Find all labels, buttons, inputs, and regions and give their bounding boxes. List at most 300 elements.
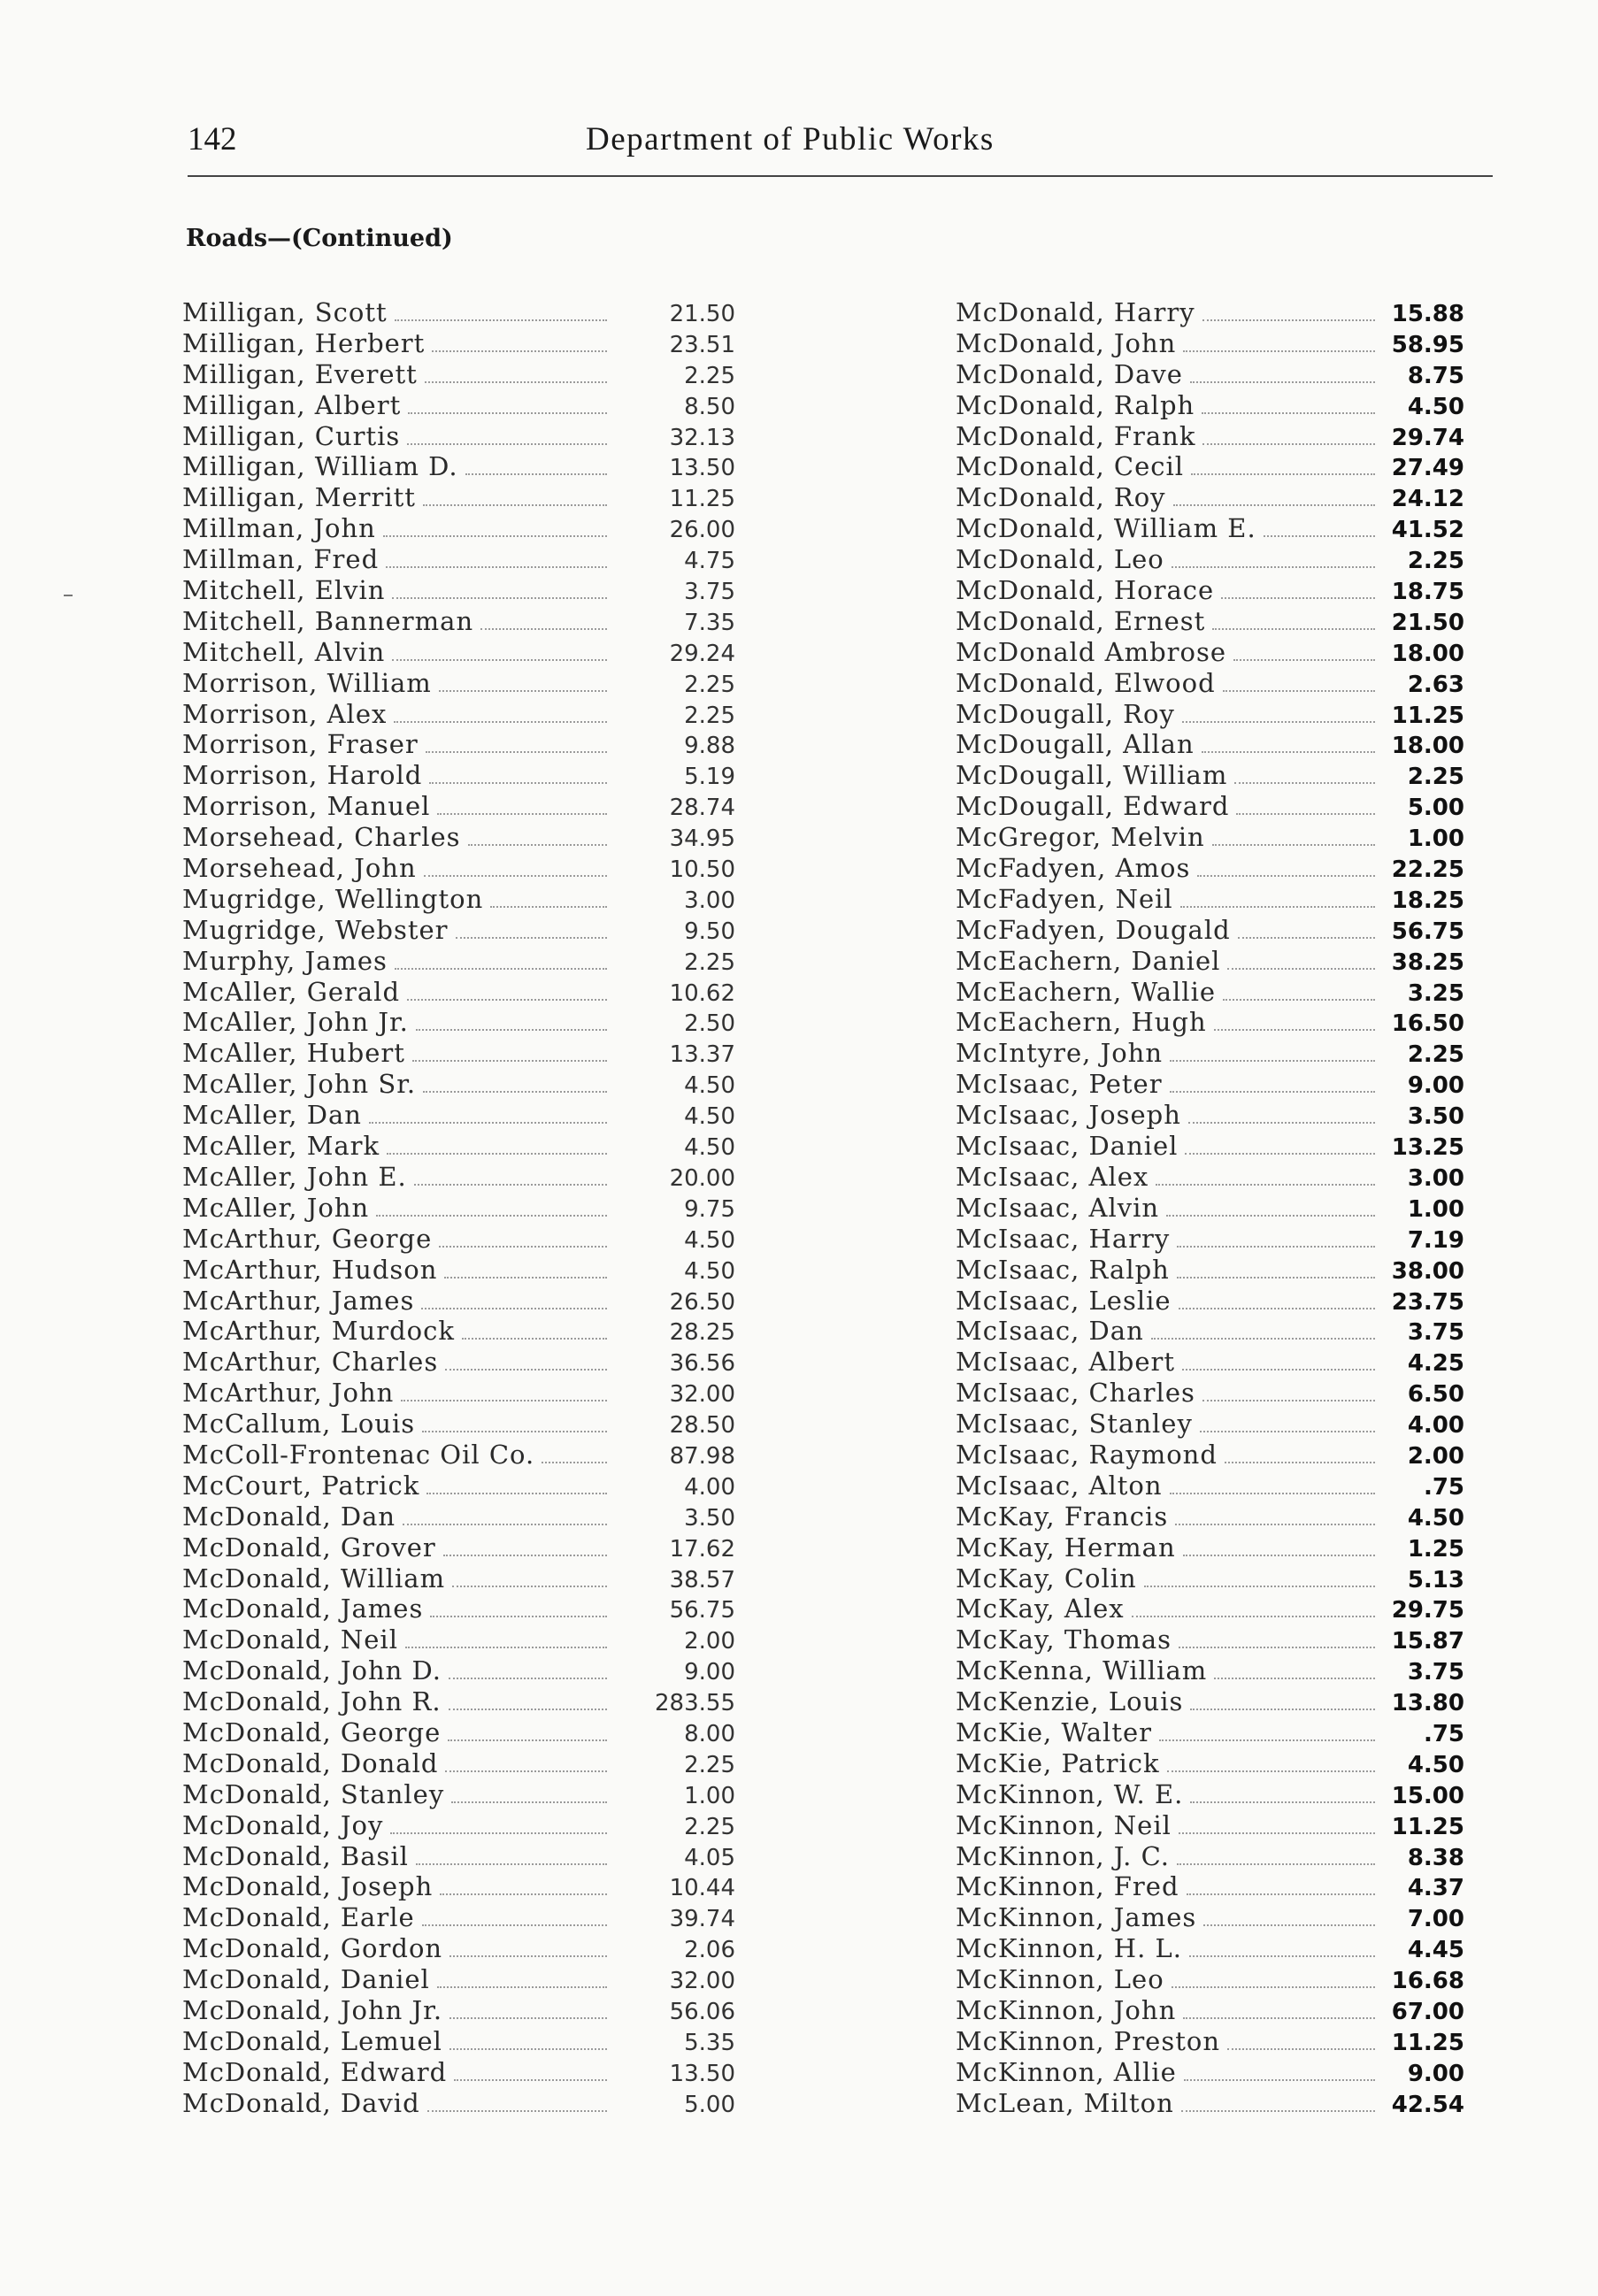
- entry-name-cell: [956, 297, 1379, 328]
- entry-name: McAller, Gerald: [182, 976, 401, 1007]
- list-item: [956, 853, 1464, 884]
- entry-amount: 13.80: [1391, 1690, 1464, 1717]
- list-item: [182, 2057, 735, 2088]
- list-item: [182, 915, 735, 946]
- entry-name: McKay, Alex: [956, 1593, 1125, 1624]
- list-item: [956, 699, 1464, 730]
- entry-name: McDonald, Ernest: [956, 605, 1206, 636]
- entry-name-cell: [956, 637, 1379, 668]
- entry-amount: 18.75: [1391, 579, 1464, 606]
- entry-name: Morrison, Manuel: [182, 791, 431, 822]
- entry-name: McIsaac, Charles: [956, 1378, 1195, 1409]
- entry-name-cell: [956, 1409, 1379, 1440]
- entry-name-cell: [956, 575, 1379, 606]
- entry-amount: 4.50: [684, 1072, 735, 1100]
- entry-name-cell: [956, 606, 1379, 637]
- entry-amount: 29.74: [1391, 424, 1464, 451]
- entry-name: Morrison, Harold: [182, 760, 423, 791]
- entry-name: McCallum, Louis: [182, 1409, 416, 1440]
- list-item: [956, 1593, 1464, 1624]
- dot-leader: [1190, 1708, 1375, 1710]
- list-item: [182, 1471, 735, 1501]
- entry-amount: 9.75: [684, 1195, 735, 1223]
- entry-name-cell: [956, 328, 1379, 359]
- dot-leader: [445, 1368, 607, 1371]
- entry-name-cell: [956, 1841, 1379, 1872]
- entry-name: McAller, John E.: [182, 1161, 407, 1192]
- right-column: [956, 297, 1464, 2119]
- entry-amount: 3.75: [1407, 1319, 1464, 1347]
- list-item: [956, 1501, 1464, 1532]
- list-item: [182, 1347, 735, 1378]
- dot-leader: [425, 380, 607, 383]
- list-item: [956, 1810, 1464, 1841]
- list-item: [956, 1316, 1464, 1347]
- entry-name: McEachern, Daniel: [956, 945, 1221, 976]
- entry-name: McDonald, William E.: [956, 513, 1256, 544]
- dot-leader: [386, 565, 607, 568]
- list-item: [956, 359, 1464, 390]
- entry-name-cell: [956, 1902, 1379, 1933]
- entry-amount: 4.50: [684, 1134, 735, 1162]
- dot-leader: [1144, 1585, 1375, 1587]
- entry-name: Murphy, James: [182, 945, 388, 976]
- entry-amount: 4.05: [684, 1844, 735, 1871]
- dot-leader: [1202, 442, 1375, 445]
- list-item: [956, 513, 1464, 544]
- dot-leader: [1190, 380, 1375, 383]
- list-item: [182, 822, 735, 853]
- dot-leader: [1166, 1214, 1375, 1217]
- entry-name-cell: [182, 637, 611, 668]
- entry-name: McArthur, Murdock: [182, 1316, 455, 1347]
- list-item: [182, 328, 735, 359]
- list-item: [182, 513, 735, 544]
- dot-leader: [414, 1183, 607, 1186]
- entry-name-cell: [182, 1440, 611, 1471]
- dot-leader: [1225, 1461, 1375, 1463]
- dot-leader: [1172, 1985, 1375, 1988]
- dot-leader: [1187, 1893, 1375, 1895]
- entry-name-cell: [182, 1038, 611, 1069]
- dot-leader: [1223, 689, 1375, 692]
- entry-name-cell: [182, 1409, 611, 1440]
- entry-name-cell: [956, 946, 1379, 977]
- dot-leader: [1202, 750, 1375, 753]
- entry-name-cell: [956, 2088, 1379, 2119]
- entry-name: Morrison, Fraser: [182, 729, 419, 760]
- entry-amount: 4.50: [1407, 1751, 1464, 1778]
- dot-leader: [1170, 1059, 1375, 1062]
- entry-name-cell: [182, 884, 611, 915]
- entry-amount: 5.13: [1407, 1566, 1464, 1593]
- entry-amount: 10.50: [669, 856, 735, 884]
- entry-name-cell: [182, 2088, 611, 2119]
- entry-amount: .75: [1423, 1473, 1464, 1501]
- entry-amount: 2.00: [684, 1628, 735, 1655]
- list-item: [182, 637, 735, 668]
- dot-leader: [401, 1399, 607, 1401]
- left-column: [182, 297, 735, 2119]
- dot-leader: [456, 936, 607, 939]
- entry-name-cell: [956, 1717, 1379, 1748]
- entry-name-cell: [956, 1964, 1379, 1995]
- entry-name: McKinnon, W. E.: [956, 1778, 1184, 1809]
- list-item: [956, 390, 1464, 421]
- dot-leader: [465, 472, 607, 475]
- entry-amount: 15.88: [1391, 301, 1464, 327]
- entry-amount: 28.25: [669, 1319, 735, 1347]
- entry-name-cell: [182, 1655, 611, 1686]
- entry-amount: 11.25: [669, 486, 735, 513]
- entry-name-cell: [956, 1316, 1379, 1347]
- entry-name: McIntyre, John: [956, 1038, 1164, 1069]
- dot-leader: [437, 1985, 607, 1988]
- entry-amount: 11.25: [1391, 2029, 1464, 2056]
- entry-amount: 10.44: [669, 1875, 735, 1902]
- entry-name-cell: [956, 1810, 1379, 1841]
- entry-amount: 18.25: [1391, 887, 1464, 914]
- dot-leader: [1182, 1368, 1375, 1371]
- entry-amount: 3.75: [684, 579, 735, 606]
- entry-name: McDonald, David: [182, 2087, 420, 2118]
- entry-name-cell: [956, 977, 1379, 1008]
- dot-leader: [1197, 874, 1375, 877]
- entry-amount: 7.35: [684, 609, 735, 636]
- entry-amount: 4.37: [1407, 1875, 1464, 1902]
- entry-name-cell: [182, 1810, 611, 1841]
- list-item: [956, 606, 1464, 637]
- list-item: [182, 977, 735, 1008]
- entry-name: McFadyen, Amos: [956, 853, 1191, 884]
- list-item: [182, 544, 735, 575]
- entry-name-cell: [956, 1038, 1379, 1069]
- list-item: [956, 729, 1464, 760]
- entry-name: McLean, Milton: [956, 2087, 1174, 2118]
- list-item: [956, 1100, 1464, 1131]
- list-item: [956, 297, 1464, 328]
- dot-leader: [1132, 1615, 1375, 1617]
- entry-name-cell: [182, 1224, 611, 1255]
- dot-leader: [542, 1461, 607, 1463]
- entry-name: McDonald, Grover: [182, 1532, 436, 1563]
- entry-name-cell: [956, 1624, 1379, 1655]
- entry-name: McKinnon, Neil: [956, 1809, 1172, 1840]
- entry-name: McAller, Dan: [182, 1100, 362, 1131]
- dot-leader: [451, 1801, 607, 1803]
- dot-leader: [1238, 936, 1375, 939]
- entry-name-cell: [956, 359, 1379, 390]
- entry-amount: 7.00: [1407, 1906, 1464, 1933]
- entry-name-cell: [182, 791, 611, 822]
- entry-name: McKinnon, Preston: [956, 2025, 1221, 2056]
- entry-name-cell: [182, 2057, 611, 2088]
- list-item: [956, 1717, 1464, 1748]
- entry-name-cell: [182, 359, 611, 390]
- entry-name: McDonald, Horace: [956, 575, 1215, 606]
- entry-amount: 8.38: [1407, 1844, 1464, 1871]
- entry-name: McDonald, Dave: [956, 358, 1183, 389]
- entry-name-cell: [182, 1841, 611, 1872]
- entry-name: McDonald, Edward: [182, 2056, 448, 2087]
- dot-leader: [454, 2078, 607, 2081]
- entry-name: Milligan, Curtis: [182, 420, 401, 451]
- entry-amount: 3.50: [684, 1504, 735, 1532]
- entry-name-cell: [956, 1193, 1379, 1224]
- list-item: [956, 760, 1464, 791]
- entry-name-cell: [956, 482, 1379, 513]
- dot-leader: [1223, 998, 1375, 1001]
- entry-name: McDougall, William: [956, 760, 1228, 791]
- entry-name-cell: [956, 1655, 1379, 1686]
- entry-name: McAller, Hubert: [182, 1038, 405, 1069]
- entry-name: Millman, John: [182, 513, 376, 544]
- entry-amount: 3.00: [1407, 1164, 1464, 1192]
- list-item: [182, 575, 735, 606]
- list-item: [182, 884, 735, 915]
- entry-name-cell: [956, 1871, 1379, 1902]
- dot-leader: [390, 1831, 607, 1834]
- dot-leader: [1212, 627, 1375, 630]
- entry-amount: 9.50: [684, 918, 735, 945]
- dot-leader: [1202, 411, 1375, 414]
- dot-leader: [1189, 1954, 1375, 1957]
- dot-leader: [449, 2047, 607, 2050]
- entry-amount: 58.95: [1391, 331, 1464, 358]
- entry-amount: 9.00: [1407, 2060, 1464, 2087]
- entry-name: McDonald, Donald: [182, 1747, 439, 1778]
- entry-name: McIsaac, Stanley: [956, 1409, 1193, 1440]
- entry-name: McKie, Patrick: [956, 1747, 1160, 1778]
- dot-leader: [423, 503, 607, 506]
- list-item: [182, 1902, 735, 1933]
- entry-name: McArthur, James: [182, 1285, 415, 1316]
- list-item: [182, 1131, 735, 1162]
- dot-leader: [462, 1337, 607, 1340]
- entry-amount: 13.50: [669, 455, 735, 482]
- entry-name: McDougall, Allan: [956, 729, 1195, 760]
- entry-name: McKie, Walter: [956, 1716, 1153, 1747]
- entry-name: McDonald, Stanley: [182, 1778, 445, 1809]
- dot-leader: [1227, 967, 1375, 970]
- dot-leader: [1175, 1523, 1375, 1525]
- dot-leader: [407, 442, 607, 445]
- dot-leader: [1227, 2047, 1375, 2050]
- entry-amount: 15.87: [1391, 1628, 1464, 1655]
- entry-name: Millman, Fred: [182, 544, 380, 575]
- entry-amount: 4.50: [684, 1257, 735, 1285]
- list-item: [956, 1286, 1464, 1317]
- dot-leader: [1181, 2109, 1375, 2112]
- dot-leader: [421, 1307, 607, 1309]
- entry-name: McDonald, John: [956, 327, 1177, 358]
- entry-amount: 2.25: [1407, 1041, 1464, 1069]
- entry-name-cell: [956, 1686, 1379, 1717]
- list-item: [956, 1347, 1464, 1378]
- entry-name-cell: [182, 1131, 611, 1162]
- list-item: [182, 1007, 735, 1038]
- entry-name: McDonald, William: [182, 1563, 446, 1593]
- list-item: [956, 575, 1464, 606]
- entry-amount: 5.00: [684, 2091, 735, 2118]
- list-item: [182, 946, 735, 977]
- dot-leader: [412, 1059, 607, 1062]
- dot-leader: [449, 2016, 607, 2019]
- entry-name-cell: [956, 544, 1379, 575]
- entry-amount: 5.00: [1407, 795, 1464, 822]
- entry-name: McKinnon, John: [956, 1994, 1177, 2025]
- list-item: [956, 328, 1464, 359]
- entry-name-cell: [956, 1162, 1379, 1193]
- entry-name-cell: [956, 760, 1379, 791]
- list-item: [182, 2088, 735, 2119]
- dot-leader: [1234, 781, 1375, 784]
- entry-name-cell: [956, 729, 1379, 760]
- entry-name-cell: [956, 1069, 1379, 1100]
- entry-name: McDonald, Ralph: [956, 389, 1195, 420]
- dot-leader: [1190, 1801, 1375, 1803]
- dot-leader: [1167, 1770, 1375, 1772]
- entry-amount: 1.25: [1407, 1535, 1464, 1563]
- dot-leader: [452, 1585, 607, 1587]
- list-item: [956, 2088, 1464, 2119]
- entry-name: McFadyen, Dougald: [956, 914, 1231, 945]
- list-item: [182, 1995, 735, 2026]
- entry-amount: 39.74: [669, 1906, 735, 1933]
- entry-name-cell: [182, 1378, 611, 1409]
- entry-amount: 28.50: [669, 1412, 735, 1440]
- entry-name: McKinnon, Fred: [956, 1871, 1179, 1902]
- entry-name: McDonald, Dan: [182, 1501, 396, 1532]
- list-item: [956, 1409, 1464, 1440]
- entry-name-cell: [956, 1131, 1379, 1162]
- entry-name-cell: [956, 1563, 1379, 1594]
- page-number: 142: [188, 121, 237, 157]
- entry-name: McIsaac, Harry: [956, 1223, 1171, 1254]
- list-item: [956, 946, 1464, 977]
- entry-name: McDougall, Roy: [956, 698, 1175, 729]
- dot-leader: [1179, 1307, 1375, 1309]
- entry-name: McKay, Herman: [956, 1532, 1176, 1563]
- list-item: [182, 390, 735, 421]
- entry-name-cell: [956, 1995, 1379, 2026]
- list-item: [956, 1563, 1464, 1594]
- entry-name: McArthur, Hudson: [182, 1254, 438, 1285]
- entry-amount: 13.37: [669, 1041, 735, 1069]
- entry-amount: 56.75: [1391, 918, 1464, 945]
- dot-leader: [1203, 1924, 1375, 1926]
- dot-leader: [1177, 1245, 1375, 1248]
- entry-amount: 41.52: [1391, 517, 1464, 544]
- entry-name: McDougall, Edward: [956, 791, 1230, 822]
- dot-leader: [448, 1739, 607, 1741]
- entry-amount: 4.00: [1407, 1412, 1464, 1440]
- entry-name-cell: [182, 1162, 611, 1193]
- dot-leader: [1183, 2016, 1375, 2019]
- list-item: [182, 1255, 735, 1286]
- entry-amount: 4.50: [684, 1226, 735, 1254]
- list-item: [182, 1871, 735, 1902]
- dot-leader: [1183, 1554, 1375, 1556]
- entry-name-cell: [956, 390, 1379, 421]
- entry-amount: 3.00: [684, 887, 735, 914]
- entry-amount: 1.00: [1407, 825, 1464, 853]
- list-item: [182, 1563, 735, 1594]
- list-item: [956, 1933, 1464, 1964]
- list-item: [182, 1624, 735, 1655]
- dot-leader: [422, 1924, 607, 1926]
- entry-amount: 3.75: [1407, 1659, 1464, 1686]
- entry-name: Morrison, Alex: [182, 698, 388, 729]
- entry-name: McCourt, Patrick: [182, 1470, 420, 1501]
- entry-name-cell: [182, 1779, 611, 1810]
- entry-name: Mugridge, Wellington: [182, 883, 484, 914]
- dot-leader: [1156, 1183, 1375, 1186]
- entry-amount: 3.50: [1407, 1103, 1464, 1131]
- entry-amount: 2.06: [684, 1937, 735, 1964]
- entry-amount: 8.00: [684, 1720, 735, 1747]
- entry-name: McDonald, George: [182, 1716, 442, 1747]
- entry-name-cell: [182, 2026, 611, 2057]
- entry-amount: 8.75: [1407, 362, 1464, 389]
- dot-leader: [1177, 1276, 1375, 1279]
- entry-amount: 17.62: [669, 1535, 735, 1563]
- list-item: [182, 699, 735, 730]
- dot-leader: [1159, 1739, 1375, 1741]
- list-item: [182, 1933, 735, 1964]
- entry-name: McAller, John Sr.: [182, 1069, 417, 1100]
- dot-leader: [445, 1770, 607, 1772]
- list-item: [956, 451, 1464, 482]
- dot-leader: [369, 1121, 607, 1124]
- entry-name-cell: [956, 884, 1379, 915]
- dot-leader: [480, 627, 607, 630]
- list-item: [182, 482, 735, 513]
- entry-name: McDonald, Lemuel: [182, 2025, 442, 2056]
- dot-leader: [1236, 812, 1375, 815]
- dot-leader: [1202, 319, 1375, 321]
- entry-amount: 23.51: [669, 331, 735, 358]
- entry-amount: 18.00: [1391, 640, 1464, 667]
- entry-name: McDonald, John R.: [182, 1686, 442, 1717]
- dot-leader: [422, 1430, 607, 1432]
- list-item: [182, 421, 735, 452]
- entry-amount: 9.00: [1407, 1072, 1464, 1100]
- entry-name-cell: [182, 1007, 611, 1038]
- list-item: [956, 822, 1464, 853]
- entry-name: McDonald, Basil: [182, 1840, 409, 1871]
- entry-amount: 13.25: [1391, 1134, 1464, 1162]
- entry-name-cell: [182, 575, 611, 606]
- dot-leader: [408, 411, 607, 414]
- entry-name: McKinnon, Allie: [956, 2056, 1177, 2087]
- entry-name: McIsaac, Alvin: [956, 1192, 1160, 1223]
- entry-name-cell: [182, 1902, 611, 1933]
- entry-name-cell: [182, 915, 611, 946]
- dot-leader: [1170, 1492, 1375, 1494]
- entry-amount: 34.95: [669, 825, 735, 853]
- entry-name-cell: [182, 1069, 611, 1100]
- entry-name-cell: [182, 1100, 611, 1131]
- entry-name-cell: [956, 822, 1379, 853]
- entry-amount: 2.25: [684, 948, 735, 976]
- list-item: [956, 668, 1464, 699]
- dot-leader: [449, 1708, 607, 1710]
- dot-leader: [444, 1276, 607, 1279]
- dot-leader: [1177, 1862, 1375, 1865]
- entry-amount: .75: [1423, 1720, 1464, 1747]
- entry-name-cell: [182, 1624, 611, 1655]
